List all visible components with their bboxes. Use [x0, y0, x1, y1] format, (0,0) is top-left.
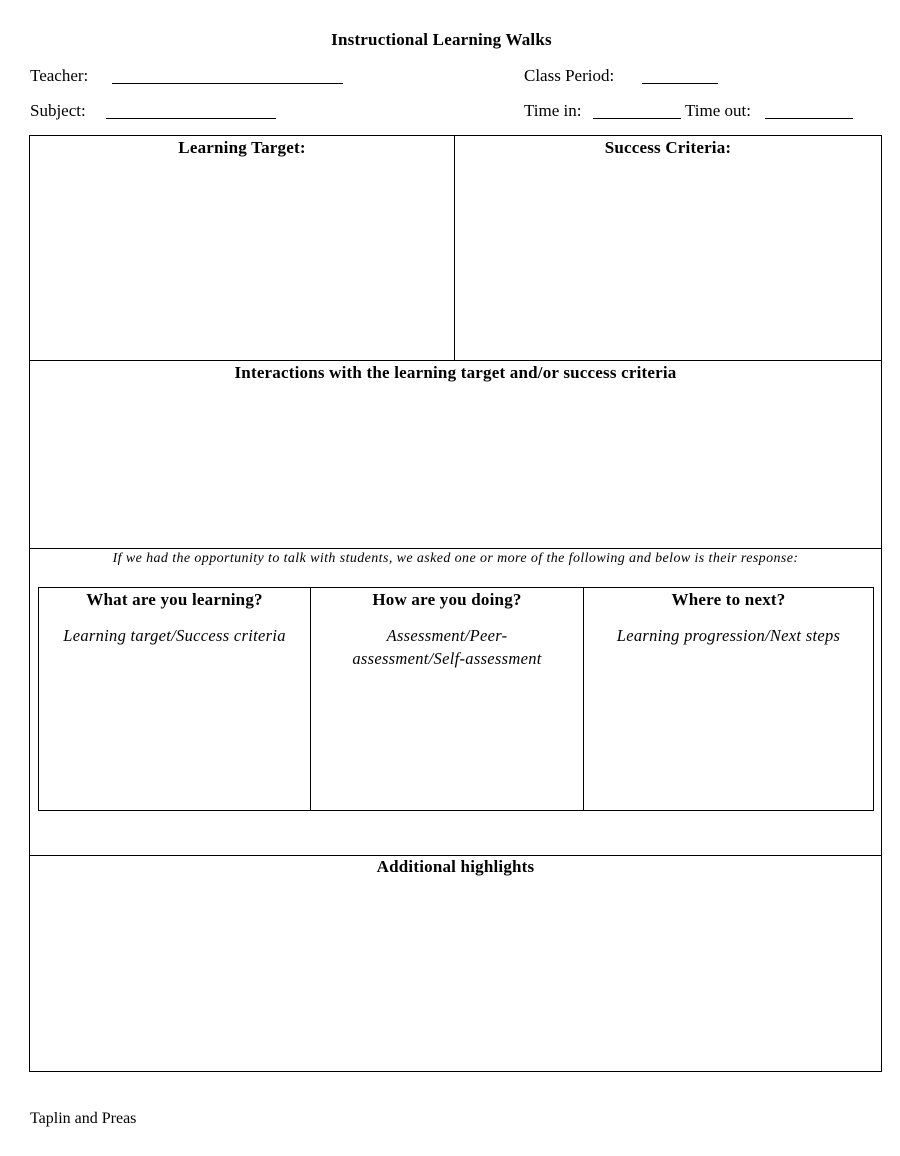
where-to-next-input-area[interactable] — [586, 672, 871, 808]
table-column-divider — [583, 588, 584, 810]
where-to-next-description: Learning progression/Next steps — [616, 626, 841, 645]
interactions-input-area[interactable] — [32, 390, 879, 545]
where-to-next-heading: Where to next? — [671, 590, 786, 609]
what-are-you-learning-description: Learning target/Success criteria — [63, 626, 286, 645]
how-are-you-doing-input-area[interactable] — [313, 672, 581, 808]
how-are-you-doing-description: Assessment/Peer-assessment/Self-assessment — [352, 626, 542, 668]
time-in-field[interactable] — [593, 118, 681, 119]
section-divider — [30, 360, 881, 361]
subject-label: Subject: — [30, 101, 86, 120]
column-divider — [454, 136, 455, 360]
student-talk-prompt: If we had the opportunity to talk with students, we asked one or more of the following and below is their response: — [112, 551, 799, 566]
interactions-heading: Interactions with the learning target and/or success criteria — [234, 363, 677, 382]
how-are-you-doing-heading: How are you doing? — [372, 590, 522, 609]
success-criteria-heading: Success Criteria: — [604, 138, 732, 157]
footer-authors: Taplin and Preas — [30, 1110, 137, 1127]
table-column-divider — [310, 588, 311, 810]
page-title: Instructional Learning Walks — [331, 30, 552, 49]
success-criteria-input-area[interactable] — [457, 165, 879, 357]
subject-field[interactable] — [106, 118, 276, 119]
class-period-field[interactable] — [642, 83, 718, 84]
time-out-field[interactable] — [765, 118, 853, 119]
time-in-label: Time in: — [524, 101, 582, 120]
additional-highlights-input-area[interactable] — [32, 884, 879, 1068]
section-divider — [30, 855, 881, 856]
additional-highlights-heading: Additional highlights — [376, 857, 535, 876]
what-are-you-learning-heading: What are you learning? — [86, 590, 263, 609]
learning-target-input-area[interactable] — [32, 165, 452, 357]
section-divider — [30, 548, 881, 549]
learning-target-heading: Learning Target: — [178, 138, 306, 157]
class-period-label: Class Period: — [524, 66, 615, 85]
time-out-label: Time out: — [685, 101, 751, 120]
teacher-field[interactable] — [112, 83, 343, 84]
teacher-label: Teacher: — [30, 66, 89, 85]
what-are-you-learning-input-area[interactable] — [41, 672, 308, 808]
